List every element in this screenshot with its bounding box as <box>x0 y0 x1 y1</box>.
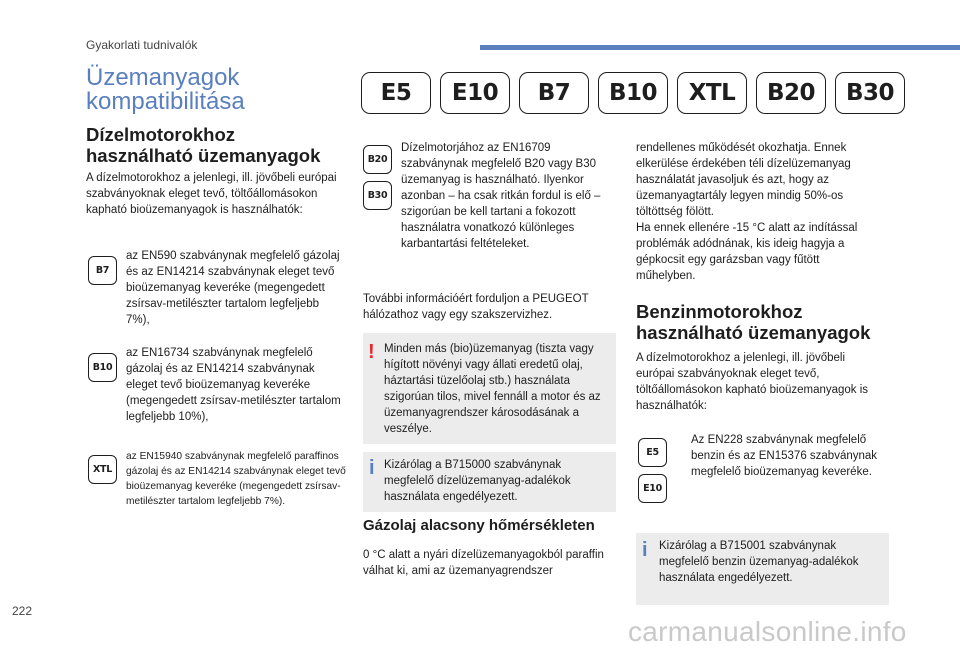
fuel-label-b30: B30 <box>835 72 905 114</box>
header-accent-bar <box>480 45 960 50</box>
badge-e5: E5 <box>638 438 667 467</box>
low-temp-paragraph-2: Ha ennek ellenére -15 °C alatt az indítással problémák adódnának, kis ideig hagyja a gépkocsit egy garázsban vagy fűtött műhelyben. <box>636 222 858 282</box>
fuel-label-e10: E10 <box>440 72 510 114</box>
fuel-label-b20: B20 <box>756 72 826 114</box>
badge-xtl: XTL <box>88 455 117 484</box>
diesel-heading <box>86 124 320 166</box>
diesel-heading-line2: használható üzemanyagok <box>86 145 321 166</box>
e5-e10-description: Az EN228 szabványnak megfelelő benzin és az EN15376 szabványnak megfelelő bioüzemanyag keveréke. <box>691 434 878 478</box>
low-temp-text-start: 0 °C alatt a nyári dízelüzemanyagokból paraffin válhat ki, ami az üzemanyagrendszer <box>363 549 604 577</box>
fuel-label-b10: B10 <box>598 72 668 114</box>
xtl-description: az EN15940 szabványnak megfelelő paraffinos gázolaj és az EN14214 szabványnak eleget tevő bioüzemanyag keveréke (megengedett zsírsav-metilészter tartalom legfeljebb 7%). <box>126 451 346 507</box>
fuel-label-b7: B7 <box>519 72 589 114</box>
diesel-heading-line1: Dízelmotorokhoz <box>86 124 236 145</box>
info-icon: i <box>642 539 648 561</box>
low-temp-paragraph-1: rendellenes működését okozhatja. Ennek elkerülése érdekében téli dízelüzemanyag használatát javasoljuk és azt, hogy az üzemanyagtartály legyen mindig 50%-os töltöttség fölött. <box>636 142 851 218</box>
petrol-heading-line2: használható üzemanyagok <box>636 322 871 343</box>
diesel-info-note <box>363 452 616 512</box>
fuel-label-e5: E5 <box>361 72 431 114</box>
warning-note <box>363 333 616 444</box>
diesel-info-text: Kizárólag a B715000 szabványnak megfelelő dízelüzemanyag-adalékok használata engedélyezett. <box>384 459 571 503</box>
more-info-text: További információért forduljon a PEUGEOT hálózathoz vagy egy szakszervizhez. <box>363 293 589 321</box>
page-number: 222 <box>12 604 33 618</box>
petrol-heading-line1: Benzinmotorokhoz <box>636 301 803 322</box>
fuel-label-xtl: XTL <box>677 72 747 114</box>
petrol-info-note <box>636 533 889 605</box>
fuel-label-row <box>361 72 905 114</box>
page-title-line1: Üzemanyagok <box>86 64 240 91</box>
b20-b30-description: Dízelmotorjához az EN16709 szabványnak megfelelő B20 vagy B30 üzemanyag is használható. Ilyenkor azonban – ha csak ritkán fordul is elő – szigorúan be kell tartani a fokozott használatra vonatkozó különleges karbantartási feltételeket. <box>401 142 601 250</box>
low-temp-text-continued <box>636 140 876 284</box>
warning-text: Minden más (bio)üzemanyag (tiszta vagy hígított növényi vagy állati eredetű olaj, háztartási tüzelőolaj stb.) használata szigorúan tilos, mivel fennáll a motor és az üzemanyagrendszer károsodásának a veszélye. <box>384 343 601 435</box>
petrol-intro: A dízelmotorokhoz a jelenlegi, ill. jövőbeli európai szabványoknak eleget tevő, töltőállomásokon kapható bioüzemanyagok is használhatók: <box>636 352 869 412</box>
low-temp-heading: Gázolaj alacsony hőmérsékleten <box>363 517 595 534</box>
badge-b30: B30 <box>363 181 392 210</box>
badge-e10: E10 <box>638 474 667 503</box>
badge-b20: B20 <box>363 145 392 174</box>
page-title <box>86 66 245 114</box>
info-icon: i <box>369 457 375 479</box>
badge-b7: B7 <box>88 256 117 285</box>
b7-description: az EN590 szabványnak megfelelő gázolaj és az EN14214 szabványnak eleget tevő bioüzemanyag keveréke (megengedett zsírsav-metilészter tartalom legfeljebb 7%), <box>126 250 340 326</box>
section-header: Gyakorlati tudnivalók <box>86 38 198 52</box>
b10-description: az EN16734 szabványnak megfelelő gázolaj és az EN14214 szabványnak eleget tevő bioüzemanyag keveréke (megengedett zsírsav-metilészter tartalom legfeljebb 10%), <box>126 347 341 423</box>
diesel-intro: A dízelmotorokhoz a jelenlegi, ill. jövőbeli európai szabványoknak eleget tevő, töltőállomásokon kapható bioüzemanyagok is használhatók: <box>86 172 337 216</box>
petrol-heading <box>636 301 870 343</box>
warning-icon: ! <box>368 341 375 363</box>
badge-b10: B10 <box>88 353 117 382</box>
petrol-info-text: Kizárólag a B715001 szabványnak megfelelő benzin üzemanyag-adalékok használata engedélyezett. <box>659 540 859 584</box>
page-title-line2: kompatibilitása <box>86 88 245 115</box>
watermark: carmanualsonline.info <box>628 616 907 647</box>
